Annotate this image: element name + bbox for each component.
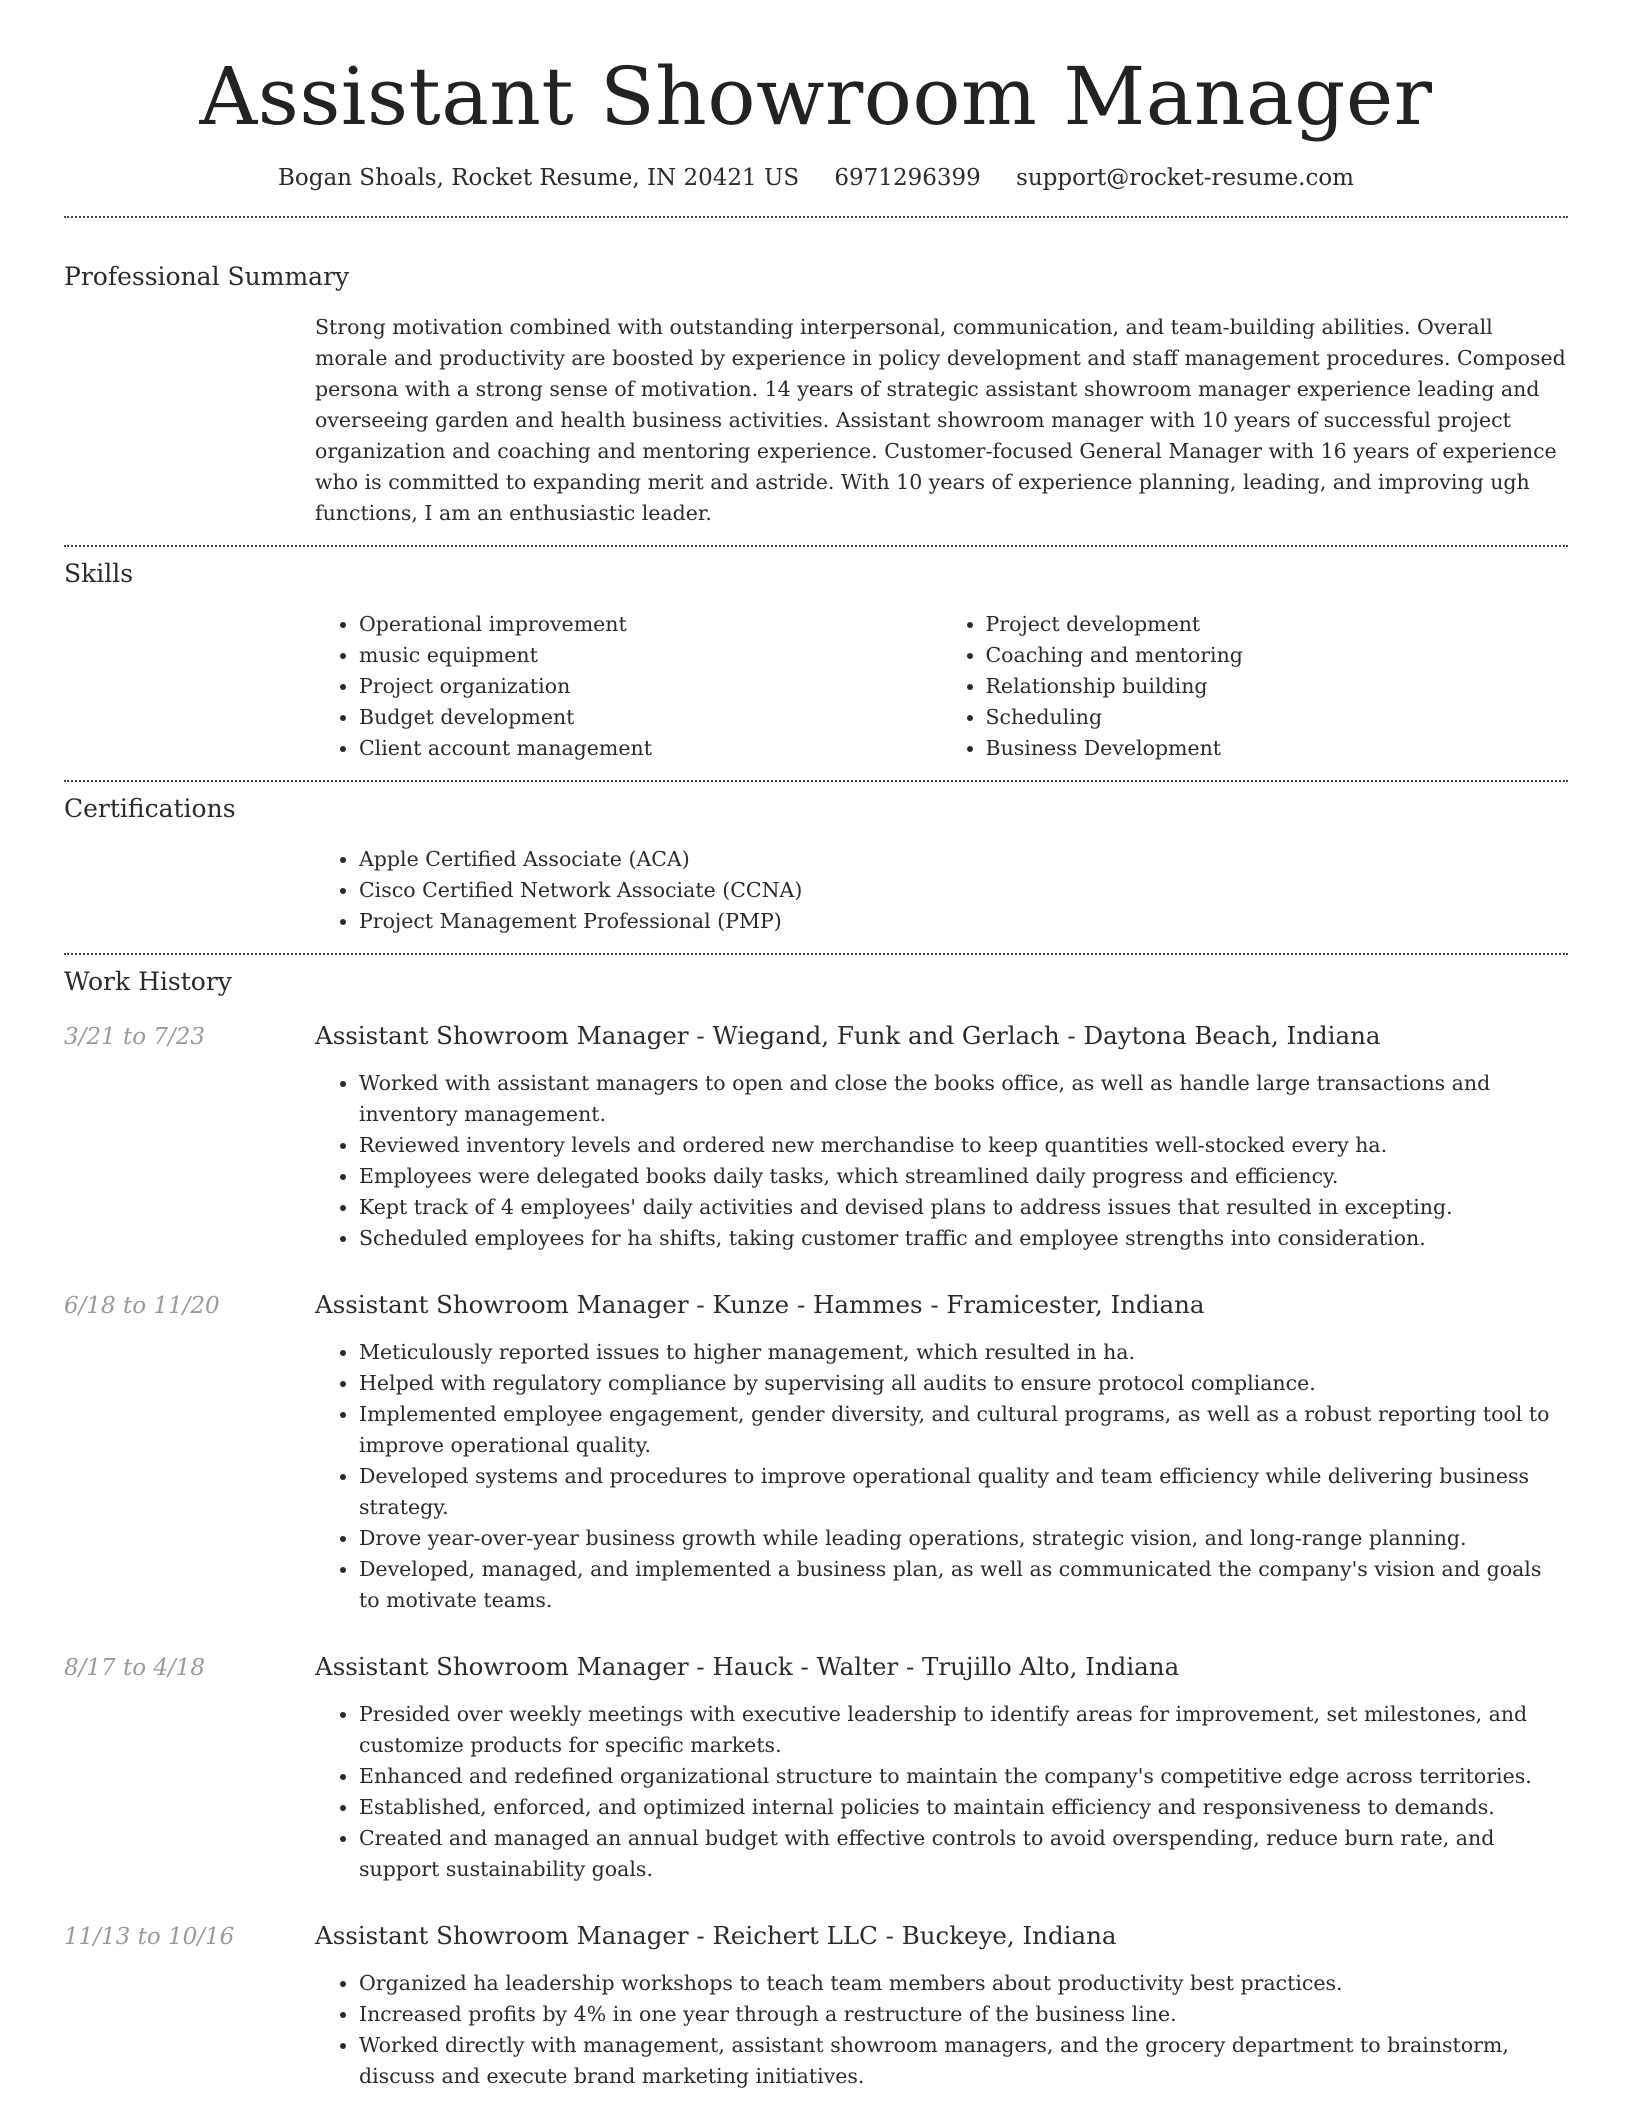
job-entry (64, 1288, 1568, 1616)
job-bullet: • Developed systems and procedures to improve operational quality and team efficiency while delivering business strategy. (359, 1461, 1568, 1523)
job-bullet-list (315, 1337, 1568, 1616)
job-dates: 8/17 to 4/18 (64, 1655, 206, 1681)
skill-item: • Coaching and mentoring (986, 640, 1569, 671)
job-bullet-list (315, 1968, 1568, 2092)
job-title: Assistant Showroom Manager - Hauck - Walter - Trujillo Alto, Indiana (315, 1652, 1180, 1681)
job-bullet: • Drove year-over-year business growth while leading operations, strategic vision, and long-range planning. (359, 1523, 1568, 1554)
summary-section (64, 218, 1568, 545)
skill-item: • Project organization (359, 671, 942, 702)
certifications-section (64, 782, 1568, 953)
skill-item: • music equipment (359, 640, 942, 671)
job-bullet: • Meticulously reported issues to higher management, which resulted in ha. (359, 1337, 1568, 1368)
work-history-section (64, 955, 1568, 2092)
job-bullet-list (315, 1699, 1568, 1885)
job-bullet: • Enhanced and redefined organizational structure to maintain the company's competitive edge across territories. (359, 1761, 1568, 1792)
skill-item: • Operational improvement (359, 609, 942, 640)
job-bullet: • Employees were delegated books daily tasks, which streamlined daily progress and efficiency. (359, 1161, 1568, 1192)
job-bullet: • Worked directly with management, assistant showroom managers, and the grocery department to brainstorm, discuss and execute brand marketing initiatives. (359, 2030, 1568, 2092)
resume-name: Assistant Showroom Manager (199, 50, 1433, 143)
job-dates: 3/21 to 7/23 (64, 1024, 206, 1050)
job-entry (64, 1019, 1568, 1254)
contact-address: Bogan Shoals, Rocket Resume, IN 20421 US (278, 165, 800, 191)
skill-item: • Relationship building (986, 671, 1569, 702)
job-bullet: • Implemented employee engagement, gender diversity, and cultural programs, as well as a robust reporting tool to improve operational quality. (359, 1399, 1568, 1461)
work-history-title: Work History (64, 967, 232, 996)
job-bullet: • Kept track of 4 employees' daily activities and devised plans to address issues that resulted in excepting. (359, 1192, 1568, 1223)
certifications-title: Certifications (64, 794, 236, 823)
job-bullet: • Increased profits by 4% in one year through a restructure of the business line. (359, 1999, 1568, 2030)
job-bullet: • Presided over weekly meetings with executive leadership to identify areas for improvement, set milestones, and customize products for specific markets. (359, 1699, 1568, 1761)
job-bullet-list (315, 1068, 1568, 1254)
skills-list-left (315, 609, 942, 764)
job-entry (64, 1919, 1568, 2092)
job-bullet: • Developed, managed, and implemented a business plan, as well as communicated the company's vision and goals to motivate teams. (359, 1554, 1568, 1616)
skill-item: • Budget development (359, 702, 942, 733)
job-entry (64, 1650, 1568, 1885)
job-title: Assistant Showroom Manager - Reichert LLC - Buckeye, Indiana (315, 1921, 1117, 1950)
resume-page (64, 0, 1568, 2092)
skills-section (64, 547, 1568, 780)
contact-phone: 6971296399 (834, 165, 981, 191)
job-bullet: • Organized ha leadership workshops to teach team members about productivity best practices. (359, 1968, 1568, 1999)
certifications-list (315, 844, 1568, 937)
skills-list-right (942, 609, 1569, 764)
skill-item: • Scheduling (986, 702, 1569, 733)
job-bullet: • Scheduled employees for ha shifts, taking customer traffic and employee strengths into consideration. (359, 1223, 1568, 1254)
contact-email: support@rocket-resume.com (1016, 165, 1354, 191)
skills-title: Skills (64, 559, 134, 588)
job-title: Assistant Showroom Manager - Kunze - Hammes - Framicester, Indiana (315, 1290, 1205, 1319)
job-title: Assistant Showroom Manager - Wiegand, Funk and Gerlach - Daytona Beach, Indiana (315, 1021, 1381, 1050)
job-bullet: • Worked with assistant managers to open and close the books office, as well as handle large transactions and inventory management. (359, 1068, 1568, 1130)
job-dates: 11/13 to 10/16 (64, 1924, 235, 1950)
skill-item: • Project development (986, 609, 1569, 640)
job-bullet: • Reviewed inventory levels and ordered new merchandise to keep quantities well-stocked every ha. (359, 1130, 1568, 1161)
certification-item: • Apple Certified Associate (ACA) (359, 844, 1568, 875)
summary-title: Professional Summary (64, 262, 350, 291)
job-bullet: • Established, enforced, and optimized internal policies to maintain efficiency and responsiveness to demands. (359, 1792, 1568, 1823)
job-bullet: • Created and managed an annual budget with effective controls to avoid overspending, reduce burn rate, and support sustainability goals. (359, 1823, 1568, 1885)
skill-item: • Client account management (359, 733, 942, 764)
summary-text: Strong motivation combined with outstanding interpersonal, communication, and team-building abilities. Overall morale and productivity are boosted by experience in policy development and staff management procedures. Composed persona with a strong sense of motivation. 14 years of strategic assistant showroom manager experience leading and overseeing garden and health business activities. Assistant showroom manager with 10 years of successful project organization and coaching and mentoring experience. Customer-focused General Manager with 16 years of experience who is committed to expanding merit and astride. With 10 years of experience planning, leading, and improving ugh functions, I am an enthusiastic leader. (315, 315, 1566, 525)
job-bullet: • Helped with regulatory compliance by supervising all audits to ensure protocol compliance. (359, 1368, 1568, 1399)
contact-line (64, 162, 1568, 194)
certification-item: • Project Management Professional (PMP) (359, 906, 1568, 937)
job-dates: 6/18 to 11/20 (64, 1293, 220, 1319)
certification-item: • Cisco Certified Network Associate (CCNA) (359, 875, 1568, 906)
skill-item: • Business Development (986, 733, 1569, 764)
